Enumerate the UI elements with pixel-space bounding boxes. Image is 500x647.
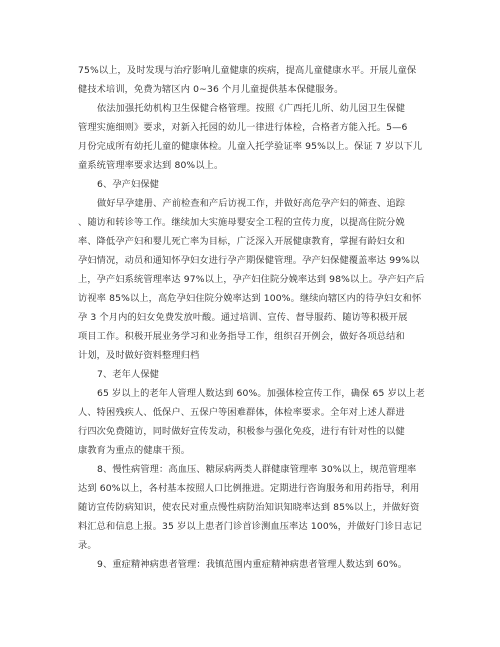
- paragraph-line: 、随访和转诊等工作。继续加大实施母婴安全工程的宣传力度，以提高住院分娩: [78, 217, 405, 228]
- paragraph-line: 人、特困残疾人、低保户、五保户等困难群体，体检率要求。全年对上述人群进: [78, 407, 405, 418]
- paragraph-line: 访视率 85%以上，高危孕妇住院分娩率达到 100%。继续向辖区内的待孕妇女和怀: [78, 293, 422, 304]
- paragraph-line: 健技术培训，免费为辖区内 0~36 个月儿童提供基本保健服务。: [78, 84, 344, 95]
- paragraph-line: 管理实施细则》要求，对新入托园的幼儿一律进行体检，合格者方能入托。5—6: [78, 122, 408, 133]
- paragraph-line: 计划，及时做好资料整理归档: [78, 350, 200, 361]
- paragraph-line: 上，孕产妇系统管理率达 97%以上，孕产妇住院分娩率达到 98%以上。孕产妇产后: [78, 274, 425, 285]
- paragraph-line: 行四次免费随访，同时做好宣传发动，积极参与强化免疫，进行有针对性的以健: [78, 426, 405, 437]
- paragraph-line: 达到 60%以上，各村基本按照人口比例推进。定期进行咨询服务和用药指导，利用: [78, 483, 420, 494]
- paragraph-line: 65 岁以上的老年人管理人数达到 60%。加强体检宣传工作，确保 65 岁以上老: [97, 388, 425, 399]
- paragraph-line: 依法加强托幼机构卫生保健合格管理。按照《广西托儿所、幼儿园卫生保健: [97, 103, 406, 114]
- paragraph-line: 随访宣传防病知识，使农民对重点慢性病防治知识知晓率达到 85%以上，并做好资: [78, 502, 420, 513]
- paragraph-line: 项目工作。积极开展业务学习和业务指导工作，组织召开例会，做好各项总结和: [78, 331, 405, 342]
- paragraph-line: 率、降低孕产妇和婴儿死亡率为目标，广泛深入开展健康教育，掌握有龄妇女和: [78, 236, 405, 247]
- paragraph-line: 月份完成所有幼托儿童的健康体检。儿童入托学验证率 95%以上。保证 7 岁以下儿: [78, 141, 423, 152]
- section-heading: 6、孕产妇保健: [97, 179, 160, 190]
- paragraph-line: 75%以上，及时发现与治疗影响儿童健康的疾病，提高儿童健康水平。开展儿童保: [78, 65, 417, 76]
- paragraph-line: 录。: [78, 540, 97, 551]
- paragraph-line: 康教育为重点的健康干预。: [78, 445, 191, 456]
- section-heading: 7、老年人保健: [97, 369, 160, 380]
- paragraph-line: 孕 3 个月内的妇女免费发放叶酸。通过培训、宣传、督导服药、随访等积极开展: [78, 312, 408, 323]
- paragraph-line: 孕妇情况，动员和通知怀孕妇女进行孕产期保健管理。孕产妇保健覆盖率达 99%以: [78, 255, 420, 266]
- paragraph-line: 做好早孕建册、产前检查和产后访视工作，并做好高危孕产妇的筛查、追踪: [97, 198, 406, 209]
- paragraph-line: 8、慢性病管理：高血压、糖尿病两类人群健康管理率 30%以上，规范管理率: [97, 464, 417, 475]
- paragraph-line: 童系统管理率要求达到 80%以上。: [78, 160, 224, 171]
- paragraph-line: 9、重症精神病患者管理：我镇范围内重症精神病患者管理人数达到 60%。: [97, 559, 408, 570]
- paragraph-line: 料汇总和信息上报。35 岁以上患者门诊首诊测血压率达 100%，并做好门诊日志记: [78, 521, 422, 532]
